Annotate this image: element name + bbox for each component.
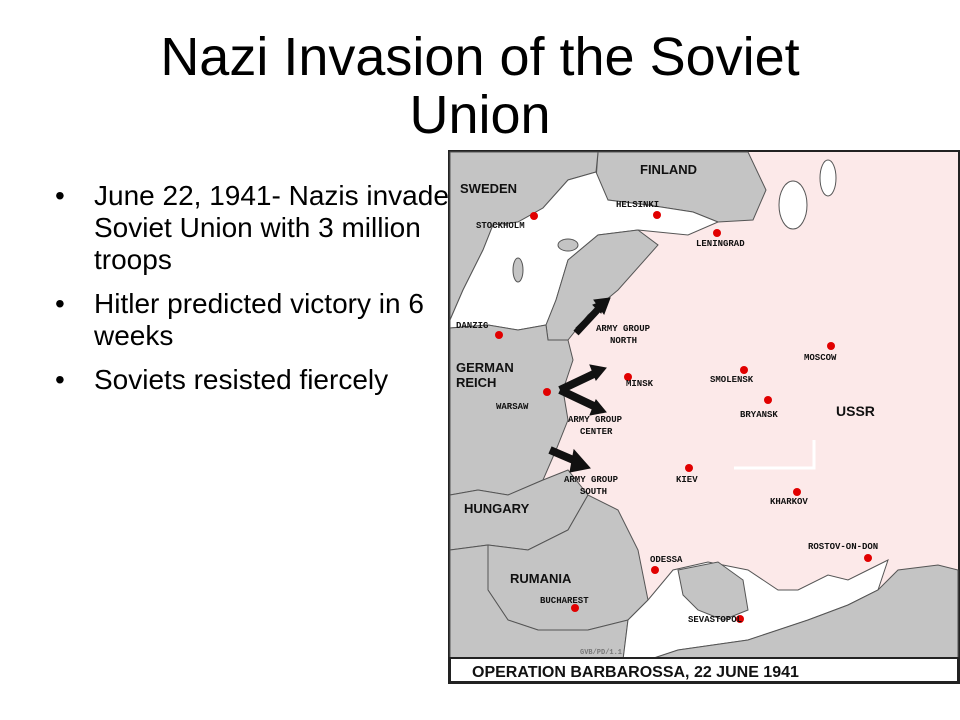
map-label-hungary: HUNGARY: [464, 501, 530, 516]
city-dot-stockholm: [530, 212, 538, 220]
city-dot-leningrad: [713, 229, 721, 237]
city-dot-smolensk: [740, 366, 748, 374]
island-gotland: [513, 258, 523, 282]
slide-title-line-1: Nazi Invasion of the Soviet: [160, 27, 800, 87]
map-label-finland: FINLAND: [640, 162, 698, 177]
map-svg: [448, 150, 960, 686]
slide-title: [0, 28, 960, 144]
map-label-rumania: RUMANIA: [510, 571, 572, 586]
city-dot-helsinki: [653, 211, 661, 219]
map-label-reich: REICH: [456, 375, 497, 390]
bullet-item: • Soviets resisted fiercely: [55, 364, 455, 396]
city-dot-rostov-on-don: [864, 554, 872, 562]
map-caption: OPERATION BARBAROSSA, 22 JUNE 1941: [472, 664, 799, 681]
map-label-rostov-on-don: ROSTOV-ON-DON: [808, 542, 879, 552]
map-label-warsaw: WARSAW: [496, 402, 529, 412]
city-dot-bryansk: [764, 396, 772, 404]
bullet-item: • Hitler predicted victory in 6 weeks: [55, 288, 455, 352]
map-label-ussr: USSR: [836, 403, 875, 419]
operation-barbarossa-map: [448, 150, 960, 686]
map-label-sweden: SWEDEN: [460, 181, 518, 196]
army-group-north-line1: ARMY GROUP: [596, 324, 651, 334]
island-osel: [558, 239, 578, 251]
city-dot-odessa: [651, 566, 659, 574]
army-group-south-line2: SOUTH: [580, 487, 608, 497]
bullet-list: [55, 180, 455, 408]
map-label-kharkov: KHARKOV: [770, 497, 808, 507]
city-dot-kiev: [685, 464, 693, 472]
army-group-center-line1: ARMY GROUP: [568, 415, 623, 425]
map-label-odessa: ODESSA: [650, 555, 683, 565]
lake-onega: [820, 160, 836, 196]
map-label-stockholm: STOCKHOLM: [476, 221, 525, 231]
map-label-kiev: KIEV: [676, 475, 698, 485]
army-group-center-line2: CENTER: [580, 427, 613, 437]
army-group-north-line2: NORTH: [610, 336, 638, 346]
city-dot-kharkov: [793, 488, 801, 496]
slide-title-line-2: Union: [409, 85, 551, 145]
map-label-bryansk: BRYANSK: [740, 410, 778, 420]
map-credit: GVB/PD/1.1: [580, 649, 623, 657]
map-label-sevastopol: SEVASTOPOL: [688, 615, 743, 625]
lake-ladoga: [779, 181, 807, 229]
map-label-german: GERMAN: [456, 360, 514, 375]
army-group-south-line1: ARMY GROUP: [564, 475, 619, 485]
map-label-moscow: MOSCOW: [804, 353, 837, 363]
map-label-helsinki: HELSINKI: [616, 200, 660, 210]
city-dot-danzig: [495, 331, 503, 339]
city-dot-warsaw: [543, 388, 551, 396]
map-label-minsk: MINSK: [626, 379, 654, 389]
map-label-leningrad: LENINGRAD: [696, 239, 745, 249]
map-label-bucharest: BUCHAREST: [540, 596, 589, 606]
map-label-smolensk: SMOLENSK: [710, 375, 754, 385]
map-label-danzig: DANZIG: [456, 321, 489, 331]
city-dot-moscow: [827, 342, 835, 350]
bullet-item: • June 22, 1941- Nazis invade Soviet Union with 3 million troops: [55, 180, 455, 276]
